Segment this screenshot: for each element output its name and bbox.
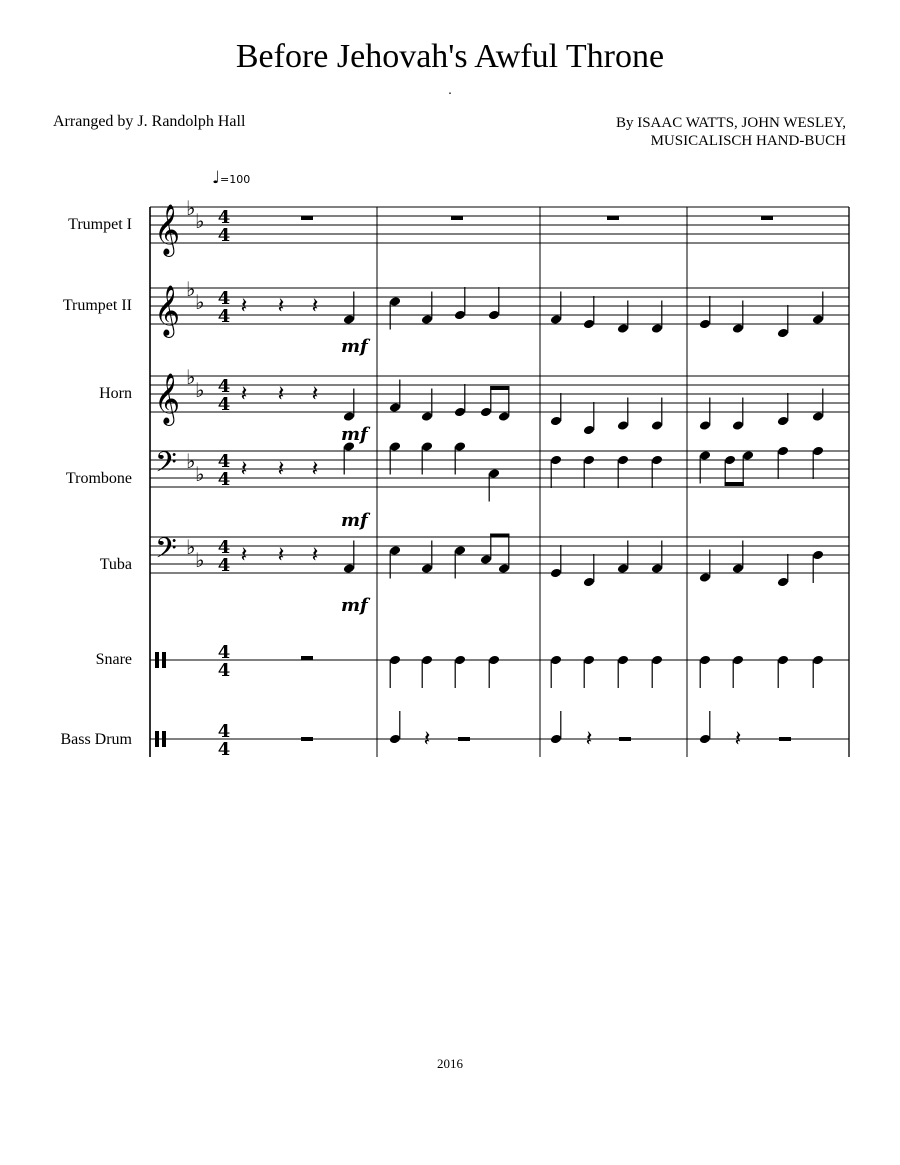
dynamic-marking: mf bbox=[341, 336, 368, 357]
barlines bbox=[150, 207, 849, 757]
quarter-rest-icon: 𝄽 bbox=[585, 727, 593, 752]
instrument-label-trumpet-1: Trumpet I bbox=[68, 216, 132, 233]
whole-rest bbox=[607, 216, 619, 220]
flat-icon: ♭ bbox=[186, 196, 196, 220]
quarter-rest-icon: 𝄽 bbox=[277, 382, 285, 407]
instrument-label-horn: Horn bbox=[99, 385, 132, 402]
flat-icon: ♭ bbox=[186, 277, 196, 301]
quarter-rest-icon: 𝄽 bbox=[311, 382, 319, 407]
instrument-label-bass-drum: Bass Drum bbox=[60, 731, 132, 748]
flat-icon: ♭ bbox=[195, 378, 205, 402]
quarter-rest-icon: 𝄽 bbox=[734, 727, 742, 752]
whole-rest bbox=[761, 216, 773, 220]
percussion-clef-icon bbox=[155, 652, 159, 668]
quarter-rest-icon: 𝄽 bbox=[240, 457, 248, 482]
whole-rest bbox=[451, 216, 463, 220]
flat-icon: ♭ bbox=[195, 462, 205, 486]
flat-icon: ♭ bbox=[186, 535, 196, 559]
composer-line-2: MUSICALISCH HAND-BUCH bbox=[650, 133, 846, 149]
footer-year: 2016 bbox=[437, 1056, 463, 1071]
quarter-note-icon: ♩ bbox=[212, 168, 221, 188]
flat-icon: ♭ bbox=[186, 449, 196, 473]
staff-lines bbox=[150, 207, 849, 739]
time-signature-denominator: 4 bbox=[217, 225, 231, 246]
flat-icon: ♭ bbox=[195, 209, 205, 233]
time-signatures bbox=[218, 207, 231, 760]
bass-clef-icon: 𝄢 bbox=[155, 532, 177, 572]
instrument-label-snare: Snare bbox=[95, 651, 132, 668]
note-beam bbox=[490, 386, 509, 390]
note-beam bbox=[490, 534, 509, 538]
instrument-label-trumpet-2: Trumpet II bbox=[62, 297, 132, 314]
key-signatures bbox=[186, 196, 204, 572]
note-beam bbox=[725, 482, 744, 486]
treble-clef-icon: 𝄞 bbox=[154, 285, 181, 336]
notes bbox=[241, 216, 825, 752]
dynamic-marking: mf bbox=[341, 510, 368, 531]
flat-icon: ♭ bbox=[186, 365, 196, 389]
time-signature-numerator: 4 bbox=[217, 721, 231, 742]
treble-clef-icon: 𝄞 bbox=[154, 204, 181, 255]
quarter-rest-icon: 𝄽 bbox=[240, 543, 248, 568]
dynamic-marking: mf bbox=[341, 595, 368, 616]
time-signature-denominator: 4 bbox=[217, 555, 231, 576]
arranger-credit: Arranged by J. Randolph Hall bbox=[53, 113, 246, 130]
half-rest bbox=[458, 737, 470, 741]
quarter-rest-icon: 𝄽 bbox=[240, 382, 248, 407]
quarter-rest-icon: 𝄽 bbox=[277, 294, 285, 319]
time-signature-denominator: 4 bbox=[217, 306, 231, 327]
clefs bbox=[154, 204, 180, 747]
dynamics bbox=[341, 336, 371, 616]
time-signature-numerator: 4 bbox=[217, 376, 231, 397]
whole-rest bbox=[301, 656, 313, 660]
composer-line-1: By ISAAC WATTS, JOHN WESLEY, bbox=[615, 115, 846, 131]
dynamic-marking: mf bbox=[341, 424, 368, 445]
tempo-value: =100 bbox=[220, 173, 251, 186]
time-signature-numerator: 4 bbox=[217, 451, 231, 472]
time-signature-denominator: 4 bbox=[217, 394, 231, 415]
time-signature-numerator: 4 bbox=[217, 642, 231, 663]
quarter-rest-icon: 𝄽 bbox=[423, 727, 431, 752]
instrument-label-tuba: Tuba bbox=[99, 556, 132, 573]
bass-clef-icon: 𝄢 bbox=[155, 446, 177, 486]
whole-rest bbox=[301, 216, 313, 220]
quarter-rest-icon: 𝄽 bbox=[277, 457, 285, 482]
quarter-rest-icon: 𝄽 bbox=[277, 543, 285, 568]
quarter-rest-icon: 𝄽 bbox=[311, 294, 319, 319]
time-signature-numerator: 4 bbox=[217, 207, 231, 228]
subtitle-dot: . bbox=[448, 83, 452, 98]
time-signature-denominator: 4 bbox=[217, 469, 231, 490]
quarter-rest-icon: 𝄽 bbox=[311, 457, 319, 482]
treble-clef-icon: 𝄞 bbox=[154, 373, 181, 424]
flat-icon: ♭ bbox=[195, 290, 205, 314]
half-rest bbox=[779, 737, 791, 741]
percussion-clef-icon bbox=[155, 731, 159, 747]
quarter-rest-icon: 𝄽 bbox=[240, 294, 248, 319]
percussion-clef-icon bbox=[162, 652, 166, 668]
quarter-rest-icon: 𝄽 bbox=[311, 543, 319, 568]
score-title: Before Jehovah's Awful Throne bbox=[235, 38, 665, 75]
half-rest bbox=[619, 737, 631, 741]
whole-rest bbox=[301, 737, 313, 741]
time-signature-numerator: 4 bbox=[217, 537, 231, 558]
time-signature-denominator: 4 bbox=[217, 739, 231, 760]
time-signature-denominator: 4 bbox=[217, 660, 231, 681]
instrument-label-trombone: Trombone bbox=[65, 470, 132, 487]
flat-icon: ♭ bbox=[195, 548, 205, 572]
time-signature-numerator: 4 bbox=[217, 288, 231, 309]
percussion-clef-icon bbox=[162, 731, 166, 747]
